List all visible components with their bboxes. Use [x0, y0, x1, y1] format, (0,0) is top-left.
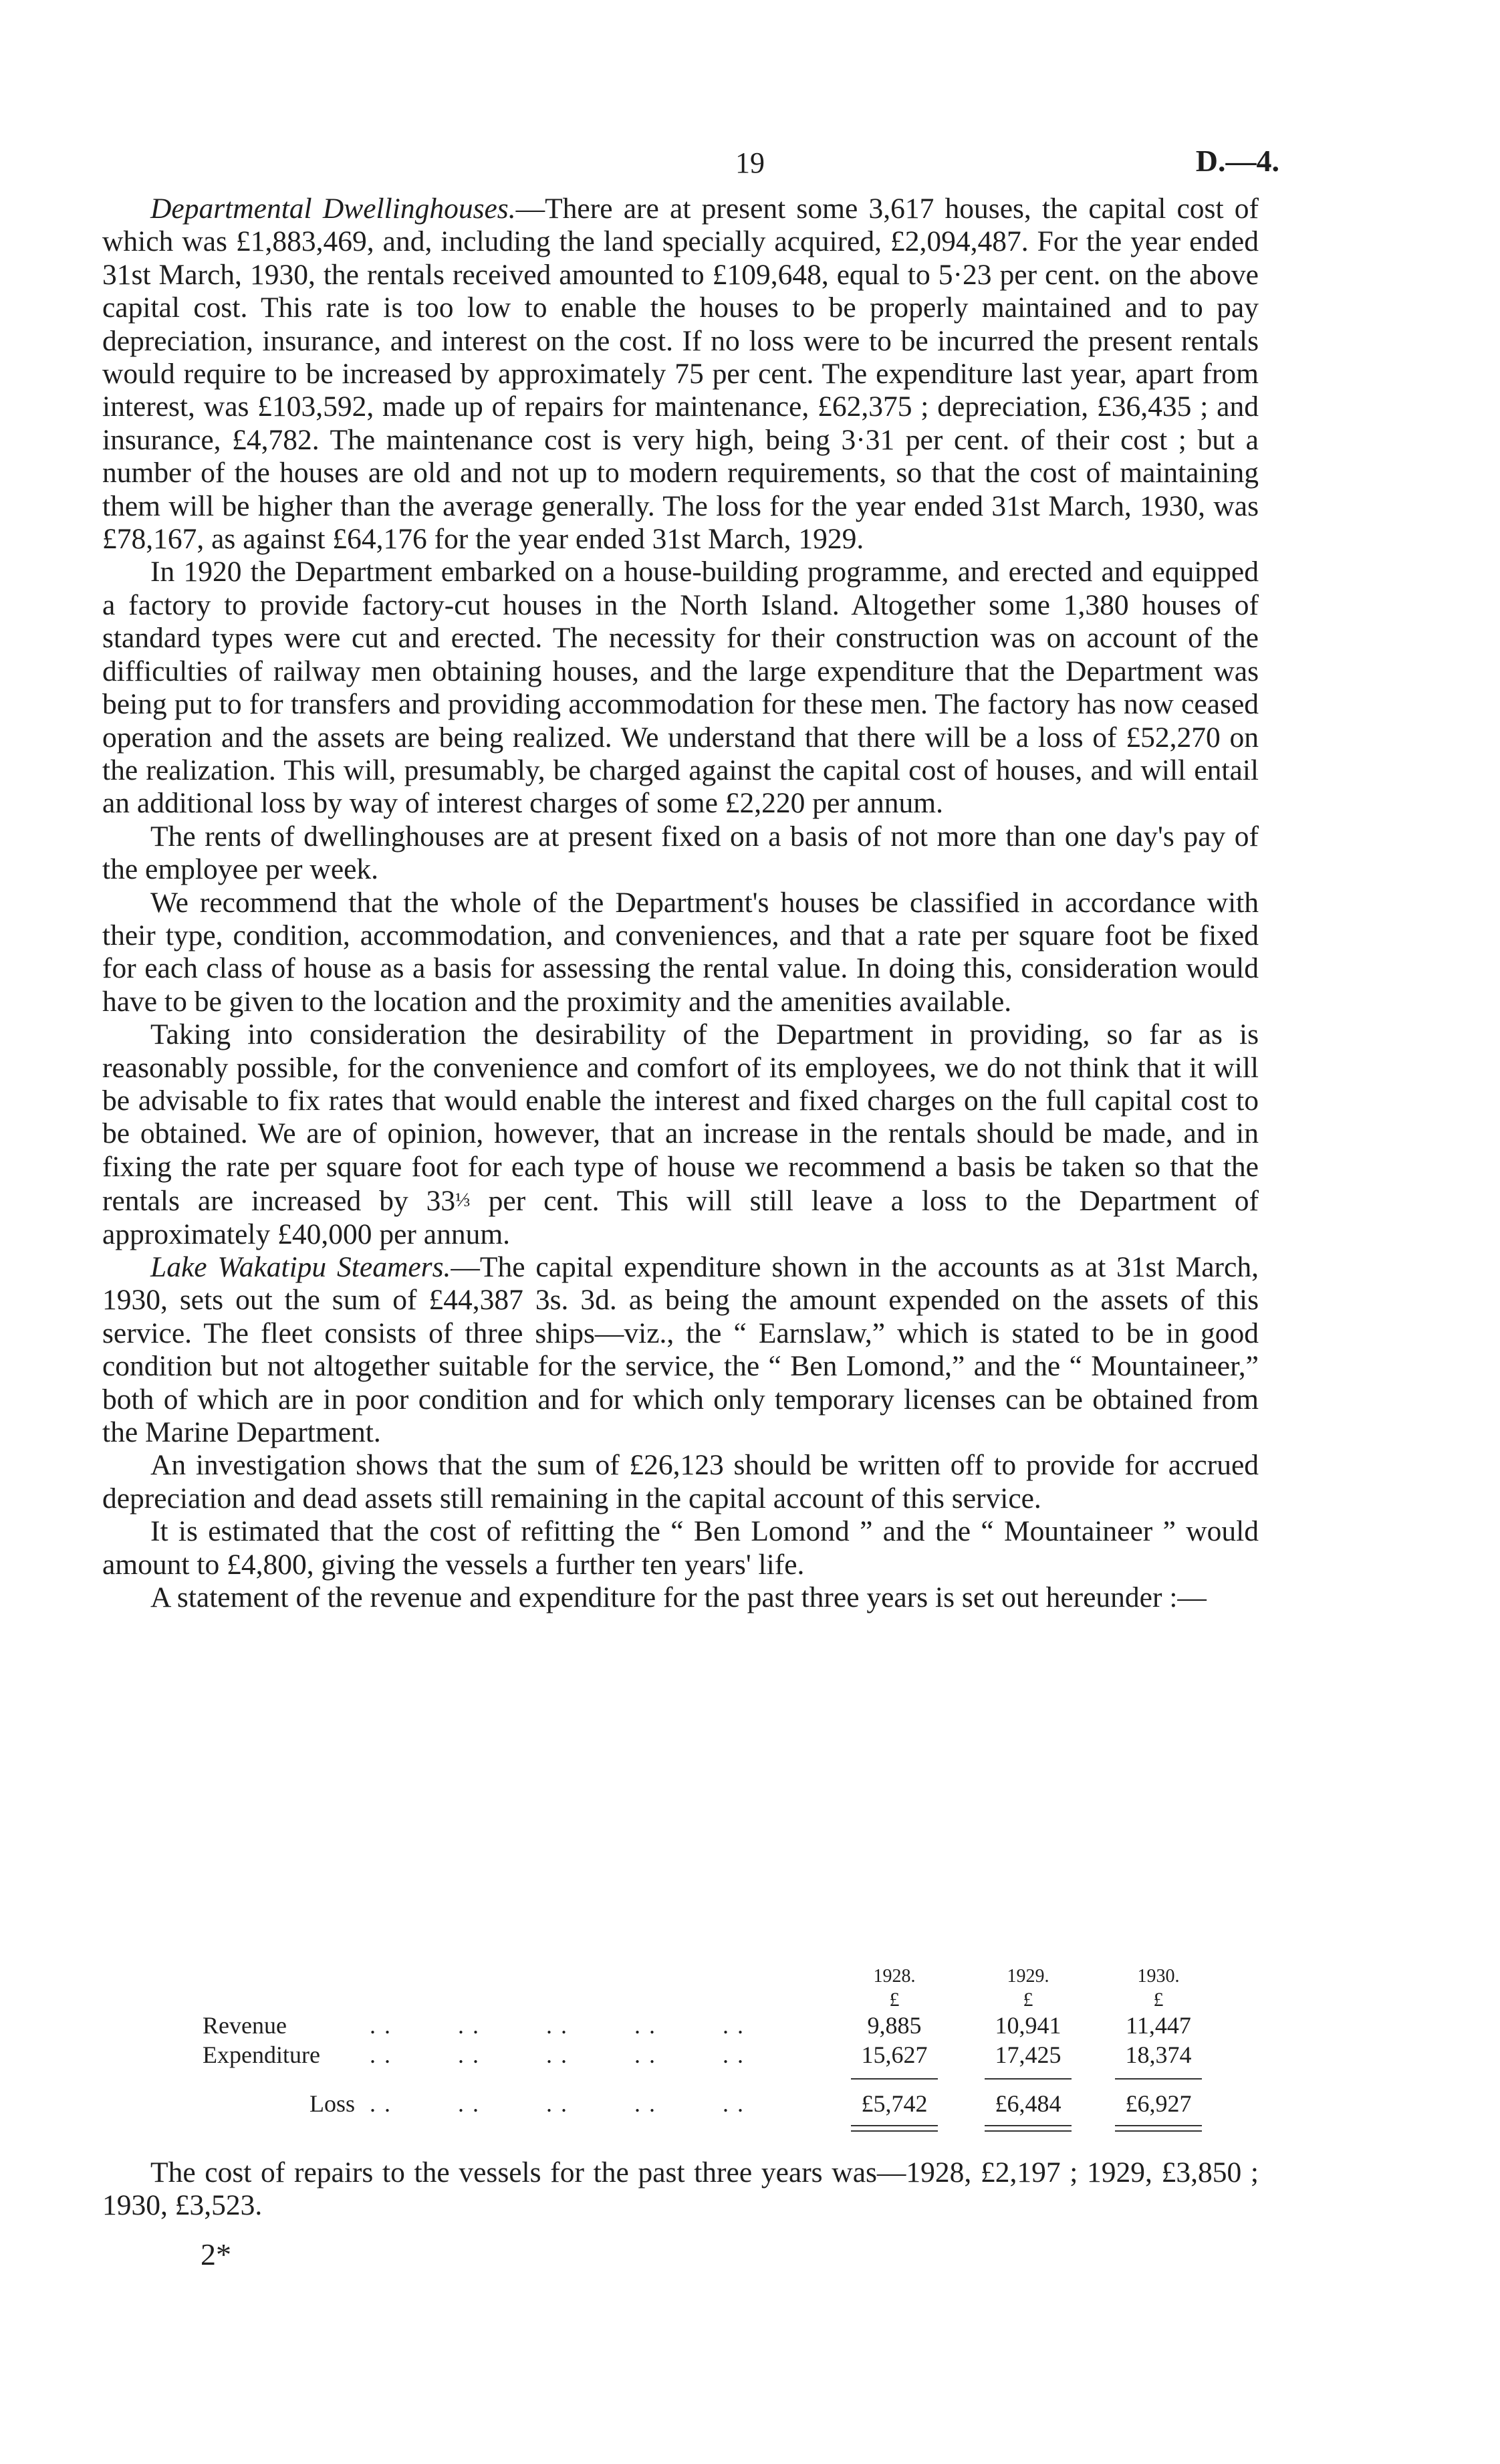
- total-double-rule: [851, 2125, 938, 2132]
- section-heading-steamers: Lake Wakatipu Steamers.: [150, 1251, 451, 1283]
- total-double-rule: [985, 2125, 1072, 2132]
- table-cell: 18,374: [1125, 2041, 1192, 2068]
- row-label-revenue: Revenue: [203, 2012, 287, 2039]
- table-total-cell: £6,484: [995, 2090, 1061, 2117]
- table-total-cell: £6,927: [1125, 2090, 1192, 2117]
- paragraph-repairs: The cost of repairs to the vessels for the past three years was—1928, £2,197 ; 1929, £3,850 ; 1930, £3,523.: [102, 2156, 1259, 2222]
- table-cell: 11,447: [1126, 2012, 1191, 2039]
- subtotal-rule: [851, 2078, 938, 2080]
- subtotal-rule: [985, 2078, 1072, 2080]
- dot-leaders: . . . . . . . . . .: [370, 2090, 745, 2117]
- row-label-expenditure: Expenditure: [203, 2041, 320, 2068]
- dot-leaders: . . . . . . . . . .: [370, 2012, 745, 2039]
- signature-mark: 2*: [201, 2237, 231, 2271]
- paragraph-house-building: In 1920 the Department embarked on a house-building programme, and erected and equipped a factory to provide factory-cut houses in the North Island. Altogether some 1,380 houses of standard types were cut and erected. The necessity for their construction was on account of the difficulties of railway men obtaining houses, and the large expenditure that the Department was being put to for transfers and providing accommodation for these men. The factory has now ceased operation and the assets are being realized. We understand that there will be a loss of £52,270 on the realization. This will, presumably, be charged against the capital cost of houses, and will entail an additional loss by way of interest charges of some £2,220 per annum.: [102, 556, 1259, 820]
- paragraph-investigation: An investigation shows that the sum of £26,123 should be written off to provide for accrued depreciation and dead assets still remaining in the capital account of this service.: [102, 1449, 1259, 1515]
- column-unit: £: [889, 1989, 900, 2011]
- paragraph-rental-increase: [102, 1018, 1259, 1251]
- section-heading-dwellinghouses: Departmental Dwellinghouses.: [150, 193, 516, 225]
- column-unit: £: [1023, 1989, 1033, 2011]
- document-reference: D.—4.: [1195, 144, 1279, 178]
- paragraph-refitting: It is estimated that the cost of refitting the “ Ben Lomond ” and the “ Mountaineer ” would amount to £4,800, giving the vessels a further ten years' life.: [102, 1515, 1259, 1581]
- paragraph-text: —There are at present some 3,617 houses, the capital cost of which was £1,883,469, and, including the land specially acquired, £2,094,487. For the year ended 31st March, 1930, the rentals received amounted to £109,648, equal to 5·23 per cent. on the above capital cost. This rate is too low to enable the houses to be properly maintained and to pay depreciation, insurance, and interest on the cost. If no loss were to be incurred the present rentals would require to be increased by approximately 75 per cent. The expenditure last year, apart from interest, was £103,592, made up of repairs for maintenance, £62,375 ; depreciation, £36,435 ; and insurance, £4,782. The maintenance cost is very high, being 3·31 per cent. of their cost ; but a number of the houses are old and not up to modern requirements, so that the cost of maintaining them will be higher than the average generally. The loss for the year ended 31st March, 1930, was £78,167, as against £64,176 for the year ended 31st March, 1929.: [102, 193, 1259, 556]
- table-cell: 15,627: [861, 2041, 928, 2068]
- paragraph-recommendation: We recommend that the whole of the Department's houses be classified in accordance with their type, condition, accommodation, and conveniences, and that a rate per square foot be fixed for each class of house as a basis for assessing the rental value. In doing this, consideration would have to be given to the location and the proximity and the amenities available.: [102, 886, 1259, 1018]
- column-header-1928: 1928.: [873, 1966, 916, 1987]
- fraction: ⅓: [455, 1189, 471, 1212]
- revenue-expenditure-table: [102, 1966, 1279, 2146]
- paragraph-text: Taking into consideration the desirability of the Department in providing, so far as is reasonably possible, for the convenience and comfort of its employees, we do not think that it will be advisable to fix rates that would enable the interest and fixed charges on the full capital cost to be obtained. We are of opinion, however, that an increase in the rentals should be made, and in fixing the rate per square foot for each type of house we recommend a basis be taken so that the rentals are increased by 33: [102, 1018, 1259, 1218]
- paragraph-rents: The rents of dwellinghouses are at present fixed on a basis of not more than one day's pay of the employee per week.: [102, 820, 1259, 886]
- total-double-rule: [1115, 2125, 1202, 2132]
- table-cell: 17,425: [995, 2041, 1061, 2068]
- paragraph-steamers: [102, 1251, 1259, 1449]
- dot-leaders: . . . . . . . . . .: [370, 2041, 745, 2068]
- paragraph-dwellinghouses: [102, 193, 1259, 556]
- body-text: [102, 193, 1259, 1614]
- table-cell: 9,885: [867, 2012, 922, 2039]
- paragraph-statement: A statement of the revenue and expenditure for the past three years is set out hereunder :—: [150, 1581, 1207, 1614]
- closing-text: [102, 2156, 1259, 2223]
- column-unit: £: [1153, 1989, 1164, 2011]
- row-label-loss: Loss: [309, 2090, 356, 2117]
- column-header-1929: 1929.: [1007, 1966, 1049, 1987]
- paragraph-text: per cent. This will still leave a loss to the Department of approximately £40,000 per annum.: [102, 1185, 1259, 1250]
- page-number: 19: [735, 146, 765, 179]
- table-total-cell: £5,742: [861, 2090, 928, 2117]
- column-header-1930: 1930.: [1137, 1966, 1180, 1987]
- subtotal-rule: [1115, 2078, 1202, 2080]
- paragraph-text: —The capital expenditure shown in the accounts as at 31st March, 1930, sets out the sum of £44,387 3s. 3d. as being the amount expended on the assets of this service. The fleet consists of three ships—viz., the “ Earnslaw,” which is stated to be in good condition but not altogether suitable for the service, the “ Ben Lomond,” and the “ Mountaineer,” both of which are in poor condition and for which only temporary licenses can be obtained from the Marine Department.: [102, 1251, 1259, 1449]
- table-cell: 10,941: [995, 2012, 1061, 2039]
